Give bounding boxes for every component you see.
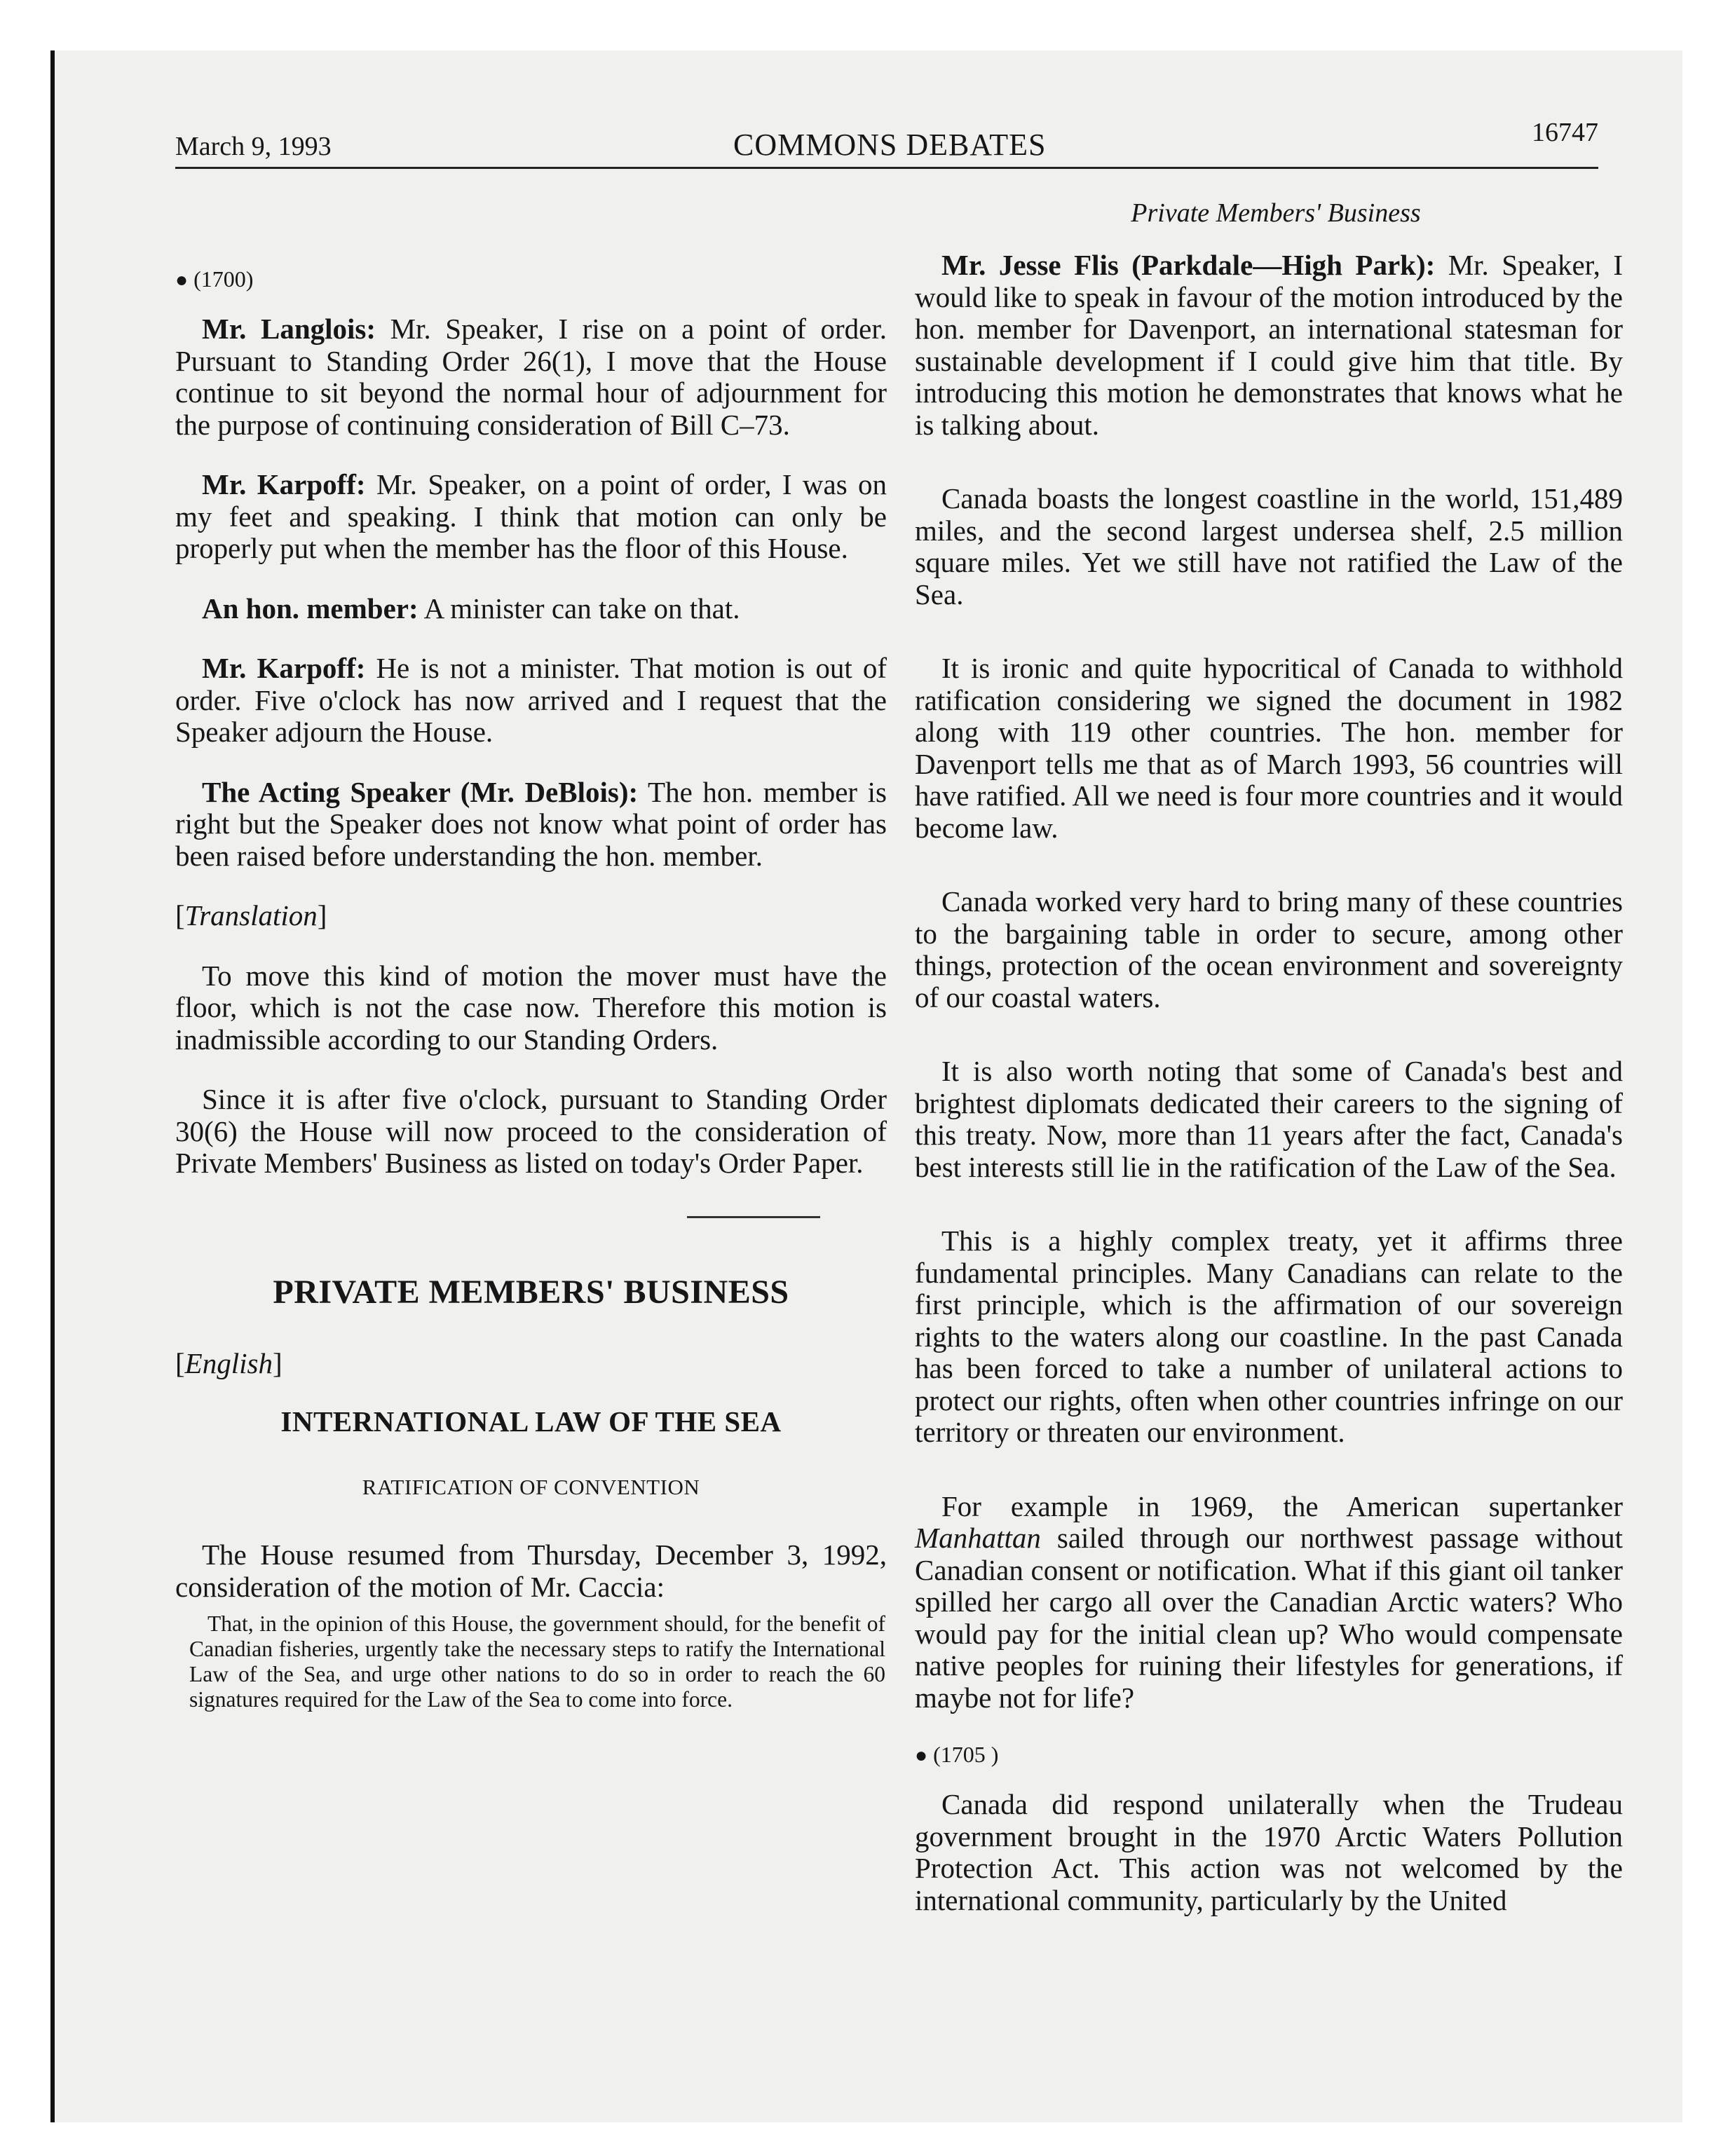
speech-paragraph: Canada boasts the longest coastline in the world, 151,489 miles, and the second largest undersea shelf, 2.5 million square miles. Yet we still have not ratified the Law of the Sea.	[915, 482, 1623, 610]
ship-name: Manhattan	[915, 1522, 1041, 1554]
language-tag: [English]	[175, 1346, 283, 1379]
section-heading: PRIVATE MEMBERS' BUSINESS	[273, 1273, 789, 1311]
bullet-icon: ●	[175, 268, 189, 292]
speaker-name: The Acting Speaker (Mr. DeBlois):	[202, 775, 639, 808]
speaker-name: Mr. Karpoff:	[202, 468, 366, 500]
speech-paragraph: For example in 1969, the American supertanker Manhattan sailed through our northwest passage without Canadian consent or notification. What if this giant oil tanker spilled her cargo all over the Canadian Arctic waters? Who would pay for the initial clean up? Who would compensate native peoples for ruining their lifestyles for generations, if maybe not for life?	[915, 1489, 1623, 1714]
speaker-name: Mr. Jesse Flis (Parkdale—High Park):	[941, 249, 1436, 281]
header-date: March 9, 1993	[175, 132, 332, 161]
page-header	[175, 116, 1605, 165]
translation-tag: [Translation]	[175, 899, 327, 932]
translated-paragraph: To move this kind of motion the mover must have the floor, which is not the case now. Therefore this motion is inadmissible according to our Standing Orders.	[175, 959, 887, 1056]
speaker-name: Mr. Langlois:	[202, 313, 376, 345]
time-marker: ● (1705 )	[915, 1742, 999, 1767]
translated-paragraph: Since it is after five o'clock, pursuant to Standing Order 30(6) the House will now proceed to the consideration of Private Members' Business as listed on today's Order Paper.	[175, 1083, 887, 1179]
speaker-name: Mr. Karpoff:	[202, 652, 366, 684]
speech-paragraph: Mr. Karpoff: Mr. Speaker, on a point of order, I was on my feet and speaking. I think that motion can only be properly put when the member has the floor of this House.	[175, 468, 887, 564]
header-rule	[175, 167, 1598, 169]
speech-paragraph: The Acting Speaker (Mr. DeBlois): The hon. member is right but the Speaker does not know what point of order has been raised before understanding the hon. member.	[175, 775, 887, 872]
section-divider	[687, 1216, 820, 1218]
time-marker: ● (1700)	[175, 266, 254, 292]
speech-paragraph: Canada worked very hard to bring many of these countries to the bargaining table in order to secure, among other things, protection of the ocean environment and sovereignty of our coastal waters.	[915, 885, 1623, 1014]
speech-paragraph: It is ironic and quite hypocritical of Canada to withhold ratification considering we signed the document in 1982 along with 119 other countries. The hon. member for Davenport tells me that as of March 1993, 56 countries will have ratified. All we need is four more countries and it would become law.	[915, 652, 1623, 844]
running-head: Private Members' Business	[1131, 198, 1421, 228]
speech-paragraph: An hon. member: A minister can take on that.	[202, 592, 740, 625]
right-column	[915, 198, 1623, 1916]
speech-paragraph: This is a highly complex treaty, yet it affirms three fundamental principles. Many Canadians can relate to the first principle, which is the affirmation of our sovereign rights to the waters along our coastline. In the past Canada has been forced to take a number of unilateral actions to protect our rights, often when other countries infringe on our territory or threaten our environment.	[915, 1224, 1623, 1448]
subheading: RATIFICATION OF CONVENTION	[362, 1475, 700, 1499]
resumed-paragraph: The House resumed from Thursday, December 3, 1992, consideration of the motion of Mr. Caccia:	[175, 1538, 887, 1603]
speaker-name: An hon. member:	[202, 592, 419, 625]
speech-paragraph: Mr. Karpoff: He is not a minister. That motion is out of order. Five o'clock has now arrived and I request that the Speaker adjourn the House.	[175, 652, 887, 748]
speech-paragraph: It is also worth noting that some of Canada's best and brightest diplomats dedicated their careers to the signing of this treaty. Now, more than 11 years after the fact, Canada's best interests still lie in the ratification of the Law of the Sea.	[915, 1055, 1623, 1183]
speech-paragraph: Canada did respond unilaterally when the Trudeau government brought in the 1970 Arctic Waters Pollution Protection Act. This action was not welcomed by the international community, particularly by the United	[915, 1788, 1623, 1916]
subject-heading: INTERNATIONAL LAW OF THE SEA	[280, 1405, 782, 1438]
speech-paragraph: Mr. Jesse Flis (Parkdale—High Park): Mr. Speaker, I would like to speak in favour of the motion introduced by the hon. member for Davenport, an international statesman for sustainable development if I could give him that title. By introducing this motion he demonstrates that knows what he is talking about.	[915, 249, 1623, 441]
left-column	[175, 266, 887, 1712]
header-title: COMMONS DEBATES	[733, 128, 1047, 162]
speech-paragraph: Mr. Langlois: Mr. Speaker, I rise on a point of order. Pursuant to Standing Order 26(1), I move that the House continue to sit beyond the normal hour of adjournment for the purpose of continuing consideration of Bill C–73.	[175, 313, 887, 441]
motion-quote: That, in the opinion of this House, the government should, for the benefit of Canadian fisheries, urgently take the necessary steps to ratify the International Law of the Sea, and urge other nations to do so in order to reach the 60 signatures required for the Law of the Sea to come into force.	[189, 1611, 885, 1712]
bullet-icon: ●	[915, 1744, 928, 1767]
page-number: 16747	[1532, 118, 1598, 147]
